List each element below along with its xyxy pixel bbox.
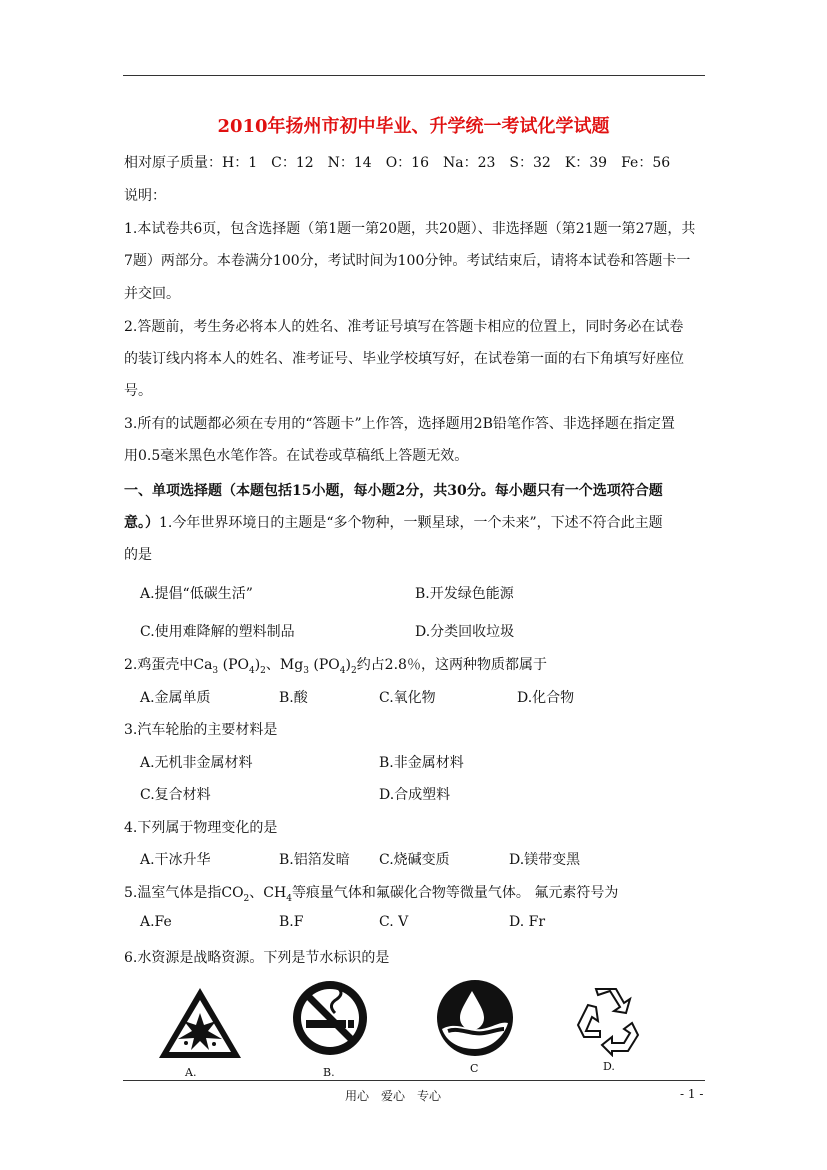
q4-option-c: C.烧碱变质 <box>379 852 450 868</box>
q4-option-a: A.干冰升华 <box>140 852 211 868</box>
q1-stem: 1.今年世界环境日的主题是“多个物种，一颗星球，一个未来”，下述不符合此主题 <box>159 515 663 531</box>
q5-option-c: C. V <box>379 914 409 930</box>
recycling-icon <box>570 985 644 1057</box>
q1-stem-line2: 的是 <box>124 547 152 563</box>
note1-line3: 并交回。 <box>124 286 180 302</box>
section1-heading-end: 意。） <box>124 515 159 531</box>
q1-option-a: A.提倡“低碳生活” <box>140 586 253 602</box>
q3-option-d: D.合成塑料 <box>379 787 451 803</box>
footer-rule <box>123 1080 705 1081</box>
q1-stem-line1 <box>124 512 663 532</box>
page-title: 2010年扬州市初中毕业、升学统一考试化学试题 <box>217 116 610 137</box>
notes-heading: 说明： <box>124 188 166 204</box>
q5-stem: 5.温室气体是指$CO_2$、$CH_4$等痕量气体和氟碳化合物等微量气体。 氟元素符号为 <box>124 885 619 904</box>
q5-option-d: D. Fr <box>509 914 546 930</box>
q3-option-a: A.无机非金属材料 <box>140 755 253 771</box>
note2-line1: 2.答题前，考生务必将本人的姓名、准考证号填写在答题卡相应的位置上，同时务必在试卷 <box>124 319 684 335</box>
q6-caption-b: B. <box>323 1066 335 1079</box>
q4-option-b: B.铝箔发暗 <box>279 852 350 868</box>
q1-option-d: D.分类回收垃圾 <box>415 624 515 640</box>
q3-stem: 3.汽车轮胎的主要材料是 <box>124 722 278 738</box>
q6-stem: 6.水资源是战略资源。下列是节水标识的是 <box>124 950 390 966</box>
q2-stem: 2.鸡蛋壳中$Ca_3$ $(PO_4)_2$、$Mg_3$ $(PO_4)_2$约占2.8％，这两种物质都属于 <box>124 657 547 676</box>
no-smoking-icon <box>289 977 371 1059</box>
top-rule <box>123 75 705 76</box>
page-number: - 1 - <box>680 1087 704 1101</box>
note3-line1: 3.所有的试题都必须在专用的“答题卡”上作答，选择题用2B铅笔作答、非选择题在指定置 <box>124 416 675 432</box>
q3-option-b: B.非金属材料 <box>379 755 464 771</box>
note2-line3: 号。 <box>124 383 152 399</box>
note3-line2: 用0.5毫米黑色水笔作答。在试卷或草稿纸上答题无效。 <box>124 448 469 464</box>
q2-option-a: A.金属单质 <box>140 690 211 706</box>
q1-option-b: B.开发绿色能源 <box>415 586 514 602</box>
footer-motto: 用心 爱心 专心 <box>345 1089 442 1103</box>
water-saving-icon <box>434 977 516 1059</box>
q2-option-b: B.酸 <box>279 690 308 706</box>
q1-option-c: C.使用难降解的塑料制品 <box>140 624 295 640</box>
q2-option-c: C.氧化物 <box>379 690 436 706</box>
q4-option-d: D.镁带变黑 <box>509 852 581 868</box>
note2-line2: 的装订线内将本人的姓名、准考证号、毕业学校填写好，在试卷第一面的右下角填写好座位 <box>124 351 684 367</box>
section1-heading: 一、单项选择题（本题包括15小题，每小题2分，共30分。每小题只有一个选项符合题 <box>124 483 663 499</box>
explosive-warning-icon <box>156 985 244 1061</box>
atomic-masses: 相对原子质量：H：1 C：12 N：14 O：16 Na：23 S：32 K：39 Fe：56 <box>124 155 671 171</box>
q5-option-a: A.Fe <box>140 914 172 930</box>
note1-line2: 7题）两部分。本卷满分100分，考试时间为100分钟。考试结束后，请将本试卷和答题卡一 <box>124 253 691 269</box>
q6-caption-d: D. <box>603 1060 615 1073</box>
q5-option-b: B.F <box>279 914 304 930</box>
note1-line1: 1.本试卷共6页，包含选择题（第1题一第20题，共20题）、非选择题（第21题一第27题，共 <box>124 221 696 237</box>
q6-caption-c: C <box>470 1062 479 1075</box>
q2-option-d: D.化合物 <box>517 690 575 706</box>
q3-option-c: C.复合材料 <box>140 787 211 803</box>
q6-caption-a: A. <box>185 1066 197 1079</box>
q4-stem: 4.下列属于物理变化的是 <box>124 820 278 836</box>
